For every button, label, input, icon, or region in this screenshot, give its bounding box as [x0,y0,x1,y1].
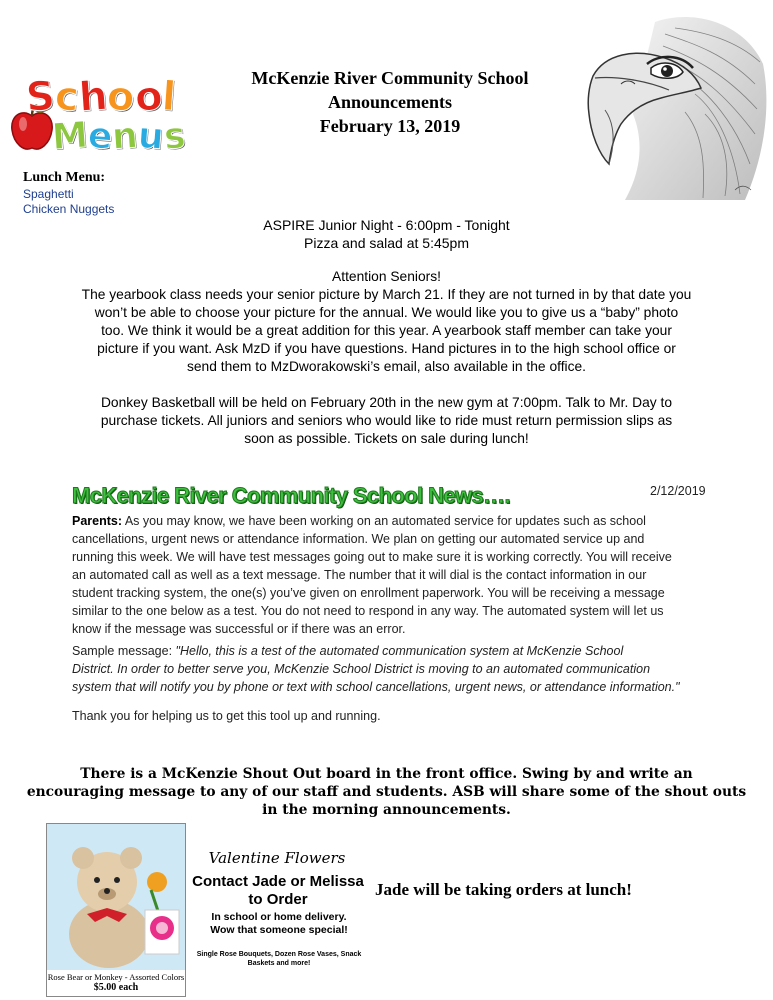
lunch-item: Chicken Nuggets [23,202,115,216]
donkey-basketball-announcement [20,394,753,448]
donkey-line: soon as possible. Tickets on sale during lunch! [244,431,529,446]
contact-line-1: Contact Jade or Melissa [192,873,364,890]
lunch-item: Spaghetti [23,187,74,201]
jade-orders-note: Jade will be taking orders at lunch! [375,880,632,899]
logo-letter: l [160,73,178,121]
seniors-announcement [20,268,753,376]
parents-line: cancellations, urgent news or attendance information. We plan on getting our automated service up and [72,532,645,546]
announcement-title [200,66,580,138]
shout-out-announcement [20,765,753,819]
flyer-title: Valentine Flowers [208,849,346,867]
news-date: 2/12/2019 [650,484,706,498]
parents-line: an automated call as well as a text message. The number that it will dial is the contact information in our [72,568,647,582]
parents-line: similar to the one below as a test. You do not need to respond in any way. The automated system will let us [72,604,664,618]
flyer-products [192,950,366,968]
news-thanks: Thank you for helping us to get this tool up and running. [72,709,381,723]
shout-line: There is a McKenzie Shout Out board in the front office. Swing by and write an [80,766,693,782]
photo-caption [47,970,185,996]
logo-letter: c [53,73,81,121]
products-line-1: Single Rose Bouquets, Dozen Rose Vases, Snack [196,951,362,958]
seniors-line: send them to MzDworakowski’s email, also available in the office. [186,359,587,374]
products-line-2: Baskets and more! [247,960,311,967]
parents-line: As you may know, we have been working on an automated service for updates such as school [122,514,646,528]
teddy-bear-icon [47,824,185,974]
shout-line: in the morning announcements. [262,802,511,818]
sample-line: "Hello, this is a test of the automated communication system at McKenzie School [175,644,624,658]
seniors-line: won’t be able to choose your picture for the annual. We would like you to give us a “baby” photo [94,305,679,320]
flyer-delivery [192,911,366,937]
donkey-line: Donkey Basketball will be held on February 20th in the new gym at 7:00pm. Talk to Mr. Day to [100,395,673,410]
shout-line: encouraging message to any of our staff and students. ASB will share some of the shout outs [26,784,747,800]
seniors-line: The yearbook class needs your senior picture by March 21. If they are not turned in by that date you [81,287,692,302]
rose-bear-photo [46,823,186,997]
eagle-sketch-image [585,14,767,204]
logo-letter: u [136,115,165,158]
parents-notice [72,512,712,638]
valentine-flowers-flyer [46,823,366,997]
logo-school-word [26,74,176,120]
logo-letter: o [132,73,164,121]
logo-letter: h [76,73,109,121]
logo-letter: S [24,73,57,121]
seniors-line: too. We think it would be a great addition for this year. A yearbook staff member can take your [101,323,672,338]
school-menus-logo [10,72,192,162]
delivery-line-2: Wow that someone special! [210,924,348,936]
parents-line: running this week. We will have test messages going out to make sure it is working correctly. You will receive [72,550,672,564]
seniors-line: picture if you want. Ask MzD if you have questions. Hand pictures in to the high school office or [97,341,676,356]
lunch-menu-heading: Lunch Menu: [23,170,106,185]
parents-line: know if the message was successful or if there was an error. [72,622,406,636]
parents-line: student tracking system, the one(s) you’ve given on enrollment paperwork. You will be receiving a message [72,586,665,600]
news-title: McKenzie River Community School News…. [72,483,511,508]
logo-letter: M [50,114,90,159]
seniors-heading: Attention Seniors! [332,269,441,284]
aspire-line-1: ASPIRE Junior Night - 6:00pm - Tonight [263,217,510,233]
aspire-announcement [0,216,773,252]
title-line-2: Announcements [327,92,452,112]
aspire-line-2: Pizza and salad at 5:45pm [304,235,469,251]
delivery-line-1: In school or home delivery. [211,911,347,923]
sample-label: Sample message: [72,644,176,658]
logo-menus-word [52,116,185,157]
donkey-line: purchase tickets. All juniors and seniors who would like to ride must return permission slips as [100,413,673,428]
flyer-contact [188,873,368,909]
title-date: February 13, 2019 [319,116,461,136]
sample-line: District. In order to better serve you, McKenzie School District is moving to an automated communication [72,662,651,676]
caption-text: Rose Bear or Monkey - Assorted Colors [47,972,185,982]
title-line-1: McKenzie River Community School [251,68,529,88]
sample-message [72,642,712,696]
parents-label: Parents: [72,514,123,528]
price-text: $5.00 each [93,982,139,993]
logo-letter: n [110,115,140,158]
logo-letter: o [105,73,137,121]
sample-line: system that will notify you by phone or text with school cancellations, urgent news, or attendance information." [72,680,680,694]
logo-letter: s [162,115,187,158]
contact-line-2: to Order [248,891,308,908]
logo-letter: e [86,115,114,158]
